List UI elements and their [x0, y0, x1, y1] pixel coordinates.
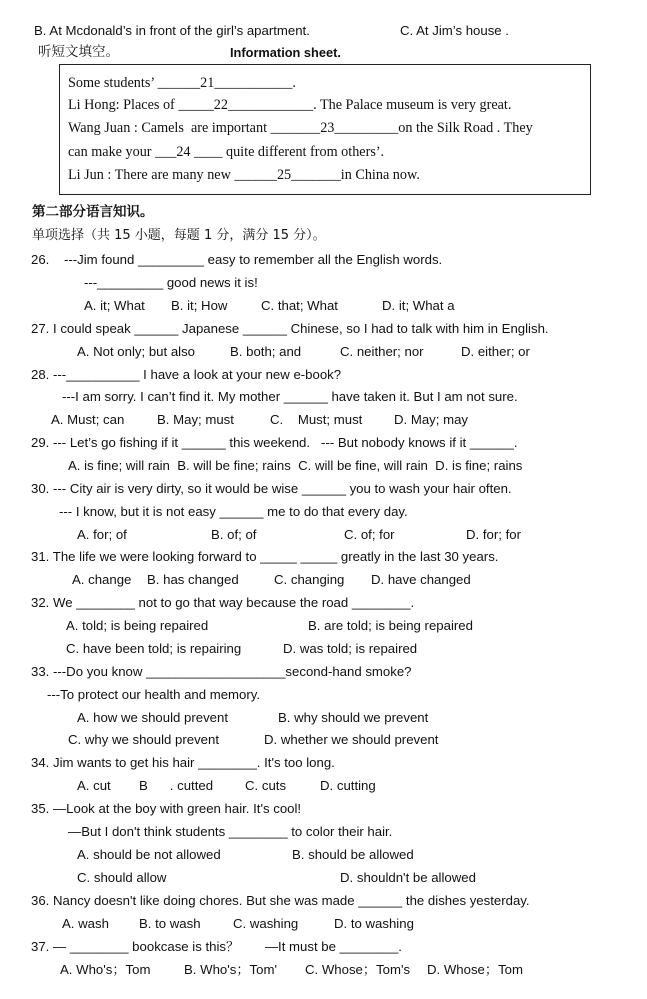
q30-option-a: A. for; of	[77, 527, 127, 542]
listening-heading: 听短文填空。	[38, 44, 119, 60]
q33-option-b: B. why should we prevent	[278, 710, 429, 725]
q28-stem-2: ---I am sorry. I can’t find it. My mother ______ have taken it. But I am not sure.	[62, 389, 518, 404]
q37-option-d: D. Whose；Tom	[427, 962, 523, 977]
q37-stem: 37. — ________ bookcase is this？ —It must be ________.	[31, 939, 402, 954]
section-title: 单项选择（共 15 小题，每题 1 分，满分 15 分）。	[32, 228, 326, 243]
q31-option-d: D. have changed	[371, 572, 471, 587]
q33-option-d: D. whether we should prevent	[264, 732, 439, 747]
q32-option-c: C. have been told; is repairing	[66, 641, 242, 656]
q30-stem: 30. --- City air is very dirty, so it would be wise ______ you to wash your hair often.	[31, 481, 512, 496]
info-line-1: Some students’ ______21___________.	[68, 75, 296, 91]
q35-stem: 35. —Look at the boy with green hair. It's cool!	[31, 801, 302, 816]
q28-option-d: D. May; may	[394, 412, 469, 427]
q31-option-a: A. change	[72, 572, 132, 587]
q30-stem-2: --- I know, but it is not easy ______ me to do that every day.	[59, 504, 408, 519]
info-line-3: Wang Juan : Camels are important _______23_________on the Silk Road . They	[68, 120, 533, 136]
information-sheet-title: Information sheet.	[230, 45, 341, 60]
q29-options: A. is fine; will rain B. will be fine; rains C. will be fine, will rain D. is fine; rains	[68, 458, 523, 473]
q37-option-b: B. Who's；Tom'	[184, 962, 277, 977]
q26-option-a: A. it; What	[84, 298, 145, 313]
info-line-5: Li Jun : There are many new ______25_______in China now.	[68, 167, 420, 183]
q28-option-b: B. May; must	[157, 412, 234, 427]
q35-option-c: C. should allow	[77, 870, 167, 885]
q34-stem: 34. Jim wants to get his hair ________. It's too long.	[31, 755, 335, 770]
q37-option-a: A. Who's；Tom	[60, 962, 151, 977]
q32-stem: 32. We ________ not to go that way because the road ________.	[31, 595, 415, 610]
q28-stem: 28. ---__________ I have a look at your new e-book?	[31, 367, 342, 382]
q35-option-a: A. should be not allowed	[77, 847, 221, 862]
q27-stem: 27. I could speak ______ Japanese ______ Chinese, so I had to talk with him in English.	[31, 321, 549, 336]
q30-option-b: B. of; of	[211, 527, 257, 542]
q33-stem-2: ---To protect our health and memory.	[47, 687, 261, 702]
q27-option-d: D. either; or	[461, 344, 530, 359]
q35-stem-2: —But I don't think students ________ to color their hair.	[68, 824, 393, 839]
q34-option-a: A. cut	[77, 778, 111, 793]
q36-option-c: C. washing	[233, 916, 299, 931]
q35-option-b: B. should be allowed	[292, 847, 414, 862]
q31-option-c: C. changing	[274, 572, 345, 587]
q28-option-c: C. Must; must	[270, 412, 363, 427]
q26-stem-2: ---_________ good news it is!	[84, 275, 258, 290]
q33-option-a: A. how we should prevent	[77, 710, 229, 725]
q26-stem: 26. ---Jim found _________ easy to remember all the English words.	[31, 252, 443, 267]
q36-option-b: B. to wash	[139, 916, 201, 931]
info-line-2: Li Hong: Places of _____22____________. The Palace museum is very great.	[68, 97, 512, 113]
q36-option-d: D. to washing	[334, 916, 414, 931]
option-b-text: B. At Mcdonald’s in front of the girl’s apartment.	[34, 23, 310, 38]
q30-option-c: C. of; for	[344, 527, 395, 542]
info-line-4: can make your ___24 ____ quite different from others’.	[68, 144, 385, 160]
q31-option-b: B. has changed	[147, 572, 239, 587]
q32-option-d: D. was told; is repaired	[283, 641, 418, 656]
q32-option-b: B. are told; is being repaired	[308, 618, 473, 633]
q26-option-d: D. it; What a	[382, 298, 455, 313]
q34-option-c: C. cuts	[245, 778, 287, 793]
q31-stem: 31. The life we were looking forward to _____ _____ greatly in the last 30 years.	[31, 549, 499, 564]
part2-title: 第二部分语言知识。	[32, 204, 154, 220]
q36-option-a: A. wash	[62, 916, 109, 931]
q27-option-c: C. neither; nor	[340, 344, 424, 359]
q26-option-b: B. it; How	[171, 298, 228, 313]
q34-option-b: B . cutted	[139, 778, 214, 793]
q37-option-c: C. Whose；Tom's	[305, 962, 411, 977]
q29-stem: 29. --- Let’s go fishing if it ______ this weekend. --- But nobody knows if it ______.	[31, 435, 518, 450]
q33-stem: 33. ---Do you know ___________________second-hand smoke?	[31, 664, 412, 679]
q28-option-a: A. Must; can	[51, 412, 125, 427]
q35-option-d: D. shouldn't be allowed	[340, 870, 476, 885]
q32-option-a: A. told; is being repaired	[66, 618, 209, 633]
q27-option-a: A. Not only; but also	[77, 344, 196, 359]
q30-option-d: D. for; for	[466, 527, 521, 542]
q26-option-c: C. that; What	[261, 298, 338, 313]
option-c-text: C. At Jim’s house .	[400, 23, 509, 38]
q36-stem: 36. Nancy doesn't like doing chores. But she was made ______ the dishes yesterday.	[31, 893, 530, 908]
q34-option-d: D. cutting	[320, 778, 376, 793]
q33-option-c: C. why we should prevent	[68, 732, 219, 747]
q27-option-b: B. both; and	[230, 344, 302, 359]
